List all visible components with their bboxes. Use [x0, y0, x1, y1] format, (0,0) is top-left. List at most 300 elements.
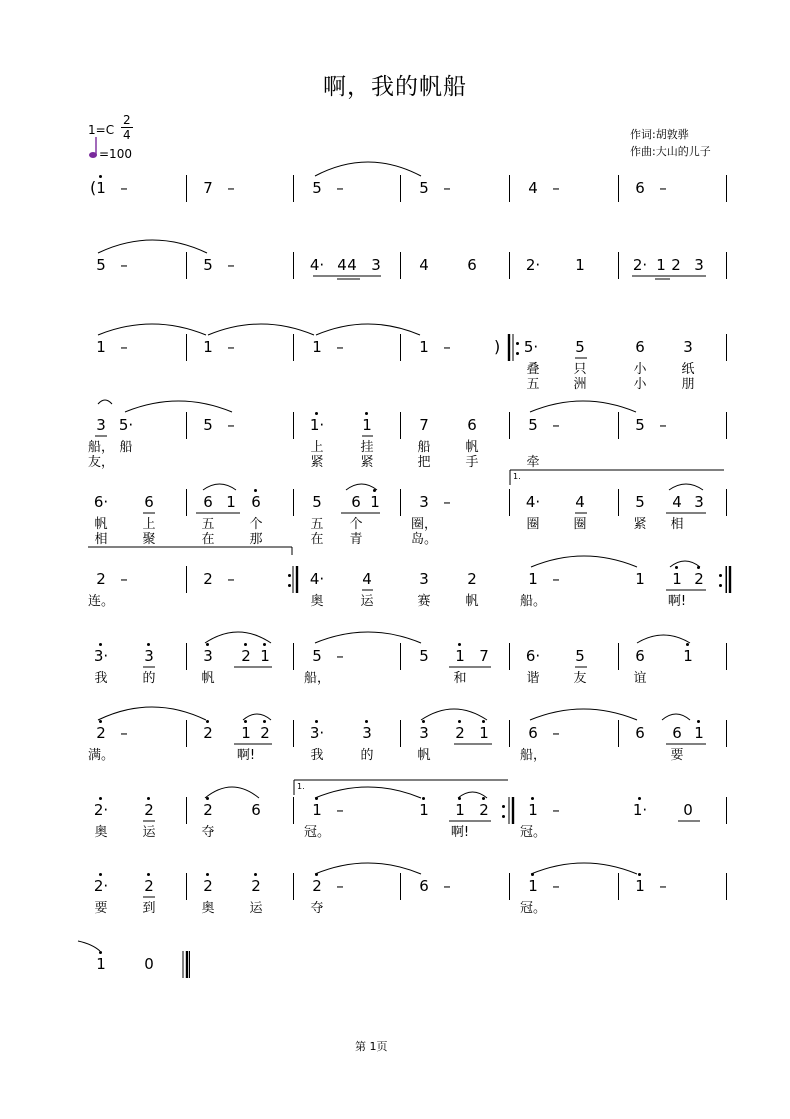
- barline: [186, 797, 187, 824]
- octave-dot: [697, 720, 700, 723]
- slur: [243, 714, 271, 720]
- note: 1: [683, 647, 693, 665]
- lyric-second-verse: 牵: [526, 455, 540, 470]
- note: 4: [528, 179, 538, 197]
- note: –: [552, 416, 560, 434]
- barline: [186, 175, 187, 202]
- note: 5·: [118, 416, 134, 434]
- note: 6·: [525, 647, 541, 665]
- note: –: [659, 179, 667, 197]
- note: 5: [203, 256, 213, 274]
- time-signature-top: 2: [123, 113, 131, 127]
- lyric: 啊!: [450, 825, 470, 840]
- note: –: [227, 256, 235, 274]
- octave-dot: [99, 720, 102, 723]
- barline: [618, 412, 619, 439]
- note: 4: [337, 256, 347, 274]
- note: 2·: [93, 801, 109, 819]
- octave-dot: [147, 873, 150, 876]
- note: 0: [683, 801, 693, 819]
- barline: [618, 873, 619, 900]
- note: –: [336, 801, 344, 819]
- lyric-second-verse: 五: [526, 377, 540, 392]
- note: 3·: [309, 724, 325, 742]
- barline: [509, 252, 510, 279]
- barline: [400, 334, 401, 361]
- octave-dot: [147, 643, 150, 646]
- barline: [726, 566, 727, 593]
- lyric: 圈: [573, 517, 587, 532]
- lyric: 个: [249, 517, 263, 532]
- note: –: [659, 877, 667, 895]
- barline: [293, 797, 294, 824]
- note: 5: [635, 493, 645, 511]
- note: –: [227, 416, 235, 434]
- note: 2: [455, 724, 465, 742]
- lyric: 连。: [87, 594, 115, 609]
- time-signature-line: [121, 127, 133, 128]
- note: 2: [260, 724, 270, 742]
- lyric-second-verse: 紧: [360, 455, 374, 470]
- lyric: 船: [119, 440, 133, 455]
- note: 6: [672, 724, 682, 742]
- barline: [293, 873, 294, 900]
- note: 2: [241, 647, 251, 665]
- slur: [315, 863, 421, 874]
- octave-dot: [99, 951, 102, 954]
- lyric: 谊: [633, 671, 647, 686]
- repeat-dot: [516, 352, 519, 355]
- note: 5: [575, 647, 585, 665]
- lyric: 帆: [465, 594, 479, 609]
- note: 1: [419, 338, 429, 356]
- closing-parenthesis: ): [494, 337, 501, 356]
- barline: [400, 489, 401, 516]
- barline: [726, 720, 727, 747]
- barline: [509, 412, 510, 439]
- note: 1·: [309, 416, 325, 434]
- volta-label: 1.: [297, 782, 305, 791]
- note: 5: [203, 416, 213, 434]
- repeat-dot: [502, 805, 505, 808]
- octave-dot: [315, 412, 318, 415]
- octave-dot: [315, 720, 318, 723]
- octave-dot: [206, 643, 209, 646]
- slur: [203, 484, 236, 490]
- note: 5: [635, 416, 645, 434]
- note: –: [443, 179, 451, 197]
- repeat-dot: [516, 342, 519, 345]
- barline: [400, 720, 401, 747]
- lyric: 啊!: [236, 748, 256, 763]
- octave-dot: [263, 720, 266, 723]
- lyric: 个: [349, 517, 363, 532]
- barline: [618, 643, 619, 670]
- octave-dot: [638, 873, 641, 876]
- lyric: 帆: [465, 440, 479, 455]
- note: 6: [251, 801, 261, 819]
- slur: [205, 787, 259, 798]
- lyric: 我: [94, 671, 108, 686]
- note: 6: [467, 416, 477, 434]
- barline: [400, 252, 401, 279]
- barline: [400, 873, 401, 900]
- note: –: [443, 877, 451, 895]
- note: –: [552, 724, 560, 742]
- note: 2: [479, 801, 489, 819]
- note: –: [120, 570, 128, 588]
- barline: [618, 175, 619, 202]
- barline: [186, 489, 187, 516]
- note: 6: [528, 724, 538, 742]
- octave-dot: [458, 643, 461, 646]
- barline: [186, 873, 187, 900]
- note: 6: [351, 493, 361, 511]
- note: 1: [694, 724, 704, 742]
- octave-dot: [244, 643, 247, 646]
- note: 1: [528, 877, 538, 895]
- note: 3: [694, 256, 704, 274]
- slur: [662, 714, 690, 720]
- lyricist-credit: 作词:胡敦骅: [630, 128, 689, 141]
- note: 3: [419, 570, 429, 588]
- note: 4·: [309, 570, 325, 588]
- note: 3: [419, 724, 429, 742]
- note: 1: [575, 256, 585, 274]
- note: 7: [203, 179, 213, 197]
- note: 3: [144, 647, 154, 665]
- slur: [637, 635, 690, 643]
- slur: [315, 787, 421, 798]
- note: –: [227, 570, 235, 588]
- barline: [726, 489, 727, 516]
- note: 7: [479, 647, 489, 665]
- lyric-second-verse: 在: [201, 532, 215, 547]
- lyric: 船，: [303, 671, 331, 686]
- lyric: 帆: [94, 517, 108, 532]
- octave-dot: [254, 489, 257, 492]
- note: 5: [528, 416, 538, 434]
- lyric: 赛: [417, 594, 431, 609]
- note: 1: [635, 877, 645, 895]
- barline: [293, 643, 294, 670]
- lyric-second-verse: 手: [465, 455, 479, 470]
- note: –: [336, 647, 344, 665]
- repeat-dot: [502, 815, 505, 818]
- lyric: 奥: [310, 594, 324, 609]
- barline: [293, 175, 294, 202]
- composer-credit: 作曲:大山的儿子: [630, 145, 711, 158]
- slur: [531, 863, 637, 874]
- note: 5: [419, 647, 429, 665]
- lyric: 帆: [417, 748, 431, 763]
- note: –: [552, 570, 560, 588]
- barline: [726, 252, 727, 279]
- note: 4: [575, 493, 585, 511]
- barline: [618, 252, 619, 279]
- octave-dot: [206, 797, 209, 800]
- opening-parenthesis: (: [90, 178, 97, 197]
- lyric: 纸: [681, 362, 695, 377]
- note: 6: [419, 877, 429, 895]
- lyric: 到: [142, 901, 156, 916]
- barline: [726, 873, 727, 900]
- lyric-second-verse: 朋: [681, 377, 695, 392]
- note: 5: [575, 338, 585, 356]
- note: 1: [455, 801, 465, 819]
- lyric: 船: [417, 440, 431, 455]
- note: 4: [419, 256, 429, 274]
- note: 6: [635, 338, 645, 356]
- note: 3·: [93, 647, 109, 665]
- slur: [98, 240, 207, 253]
- lyric: 要: [94, 901, 108, 916]
- octave-dot: [531, 797, 534, 800]
- barline: [293, 720, 294, 747]
- note: 3: [419, 493, 429, 511]
- note: –: [336, 877, 344, 895]
- lyric-second-verse: 小: [633, 377, 647, 392]
- octave-dot: [531, 873, 534, 876]
- barline: [509, 873, 510, 900]
- barline: [293, 252, 294, 279]
- lyric: 紧: [633, 517, 647, 532]
- note: 4: [362, 570, 372, 588]
- lyric: 运: [360, 594, 374, 609]
- note: 0: [144, 955, 154, 973]
- note: 5: [419, 179, 429, 197]
- barline: [186, 951, 187, 978]
- lyric: 只: [573, 362, 587, 377]
- note: 2·: [93, 877, 109, 895]
- barline: [509, 643, 510, 670]
- note: –: [120, 256, 128, 274]
- barline: [189, 951, 190, 978]
- octave-dot: [99, 873, 102, 876]
- note: 6: [144, 493, 154, 511]
- note: 1: [96, 179, 106, 197]
- octave-dot: [99, 175, 102, 178]
- note: 1: [528, 570, 538, 588]
- note: 2: [694, 570, 704, 588]
- slur: [530, 401, 636, 412]
- lyric: 友: [573, 671, 587, 686]
- octave-dot: [206, 720, 209, 723]
- octave-dot: [482, 797, 485, 800]
- lyric: 要: [670, 748, 684, 763]
- barline: [726, 643, 727, 670]
- note: 4·: [525, 493, 541, 511]
- note: 5: [312, 179, 322, 197]
- barline: [186, 643, 187, 670]
- note: 5·: [523, 338, 539, 356]
- lyric-second-verse: 相: [94, 532, 108, 547]
- lyric: 冠。: [519, 825, 547, 840]
- barline: [509, 489, 510, 516]
- lyric: 啊!: [667, 594, 687, 609]
- note: 2·: [525, 256, 541, 274]
- barline: [186, 720, 187, 747]
- lyric: 冠。: [303, 825, 331, 840]
- note: 6: [467, 256, 477, 274]
- lyric: 夺: [310, 901, 324, 916]
- note: 5: [96, 256, 106, 274]
- barline: [186, 566, 187, 593]
- slur: [530, 709, 637, 720]
- barline: [726, 175, 727, 202]
- lyric: 叠: [526, 362, 540, 377]
- note: 1: [241, 724, 251, 742]
- octave-dot: [458, 720, 461, 723]
- note: 4: [672, 493, 682, 511]
- note: 1: [362, 416, 372, 434]
- octave-dot: [675, 566, 678, 569]
- key-signature: 1=C: [88, 123, 115, 137]
- note: 6: [251, 493, 261, 511]
- octave-dot: [99, 643, 102, 646]
- slur: [315, 632, 421, 643]
- note: 1: [96, 955, 106, 973]
- slur: [315, 162, 421, 176]
- octave-dot: [254, 873, 257, 876]
- lyric: 帆: [201, 671, 215, 686]
- note: 1: [370, 493, 380, 511]
- note: 2: [203, 877, 213, 895]
- note: 2: [96, 724, 106, 742]
- slur: [669, 484, 703, 490]
- lyric: 的: [142, 671, 156, 686]
- lyric: 圈: [526, 517, 540, 532]
- note: –: [120, 724, 128, 742]
- slur: [98, 400, 112, 404]
- lyric: 谐: [526, 671, 540, 686]
- octave-dot: [365, 412, 368, 415]
- lyric: 的: [360, 748, 374, 763]
- lyric: 运: [142, 825, 156, 840]
- note: –: [336, 179, 344, 197]
- repeat-dot: [719, 584, 722, 587]
- lyric: 小: [633, 362, 647, 377]
- note: 3: [203, 647, 213, 665]
- octave-dot: [244, 720, 247, 723]
- note: –: [443, 493, 451, 511]
- octave-dot: [263, 643, 266, 646]
- barline: [186, 334, 187, 361]
- lyric: 奥: [94, 825, 108, 840]
- slur: [98, 707, 206, 720]
- octave-dot: [315, 873, 318, 876]
- slur: [125, 401, 232, 412]
- barline: [726, 334, 727, 361]
- note: –: [120, 179, 128, 197]
- note: –: [443, 338, 451, 356]
- lyric: 奥: [201, 901, 215, 916]
- note: 1: [260, 647, 270, 665]
- note: 1: [226, 493, 236, 511]
- octave-dot: [99, 797, 102, 800]
- barline: [293, 489, 294, 516]
- slur: [98, 324, 206, 335]
- note: –: [336, 338, 344, 356]
- slur: [78, 941, 100, 951]
- barline: [293, 334, 294, 361]
- note: 1: [635, 570, 645, 588]
- barline: [186, 412, 187, 439]
- note: –: [227, 179, 235, 197]
- note: 6: [635, 724, 645, 742]
- octave-dot: [482, 720, 485, 723]
- note: 3: [683, 338, 693, 356]
- octave-dot: [638, 797, 641, 800]
- lyric: 五: [201, 517, 215, 532]
- note: 1: [528, 801, 538, 819]
- repeat-dot: [288, 584, 291, 587]
- octave-dot: [686, 643, 689, 646]
- barline: [293, 412, 294, 439]
- lyric: 冠。: [519, 901, 547, 916]
- lyric-second-verse: 岛。: [410, 532, 438, 547]
- tempo-marking: =100: [99, 147, 132, 161]
- octave-dot: [422, 797, 425, 800]
- octave-dot: [422, 720, 425, 723]
- note: 2: [203, 724, 213, 742]
- lyric: 船。: [519, 594, 547, 609]
- lyric: 上: [142, 517, 156, 532]
- note: –: [227, 338, 235, 356]
- note: 7: [419, 416, 429, 434]
- note: 1: [312, 338, 322, 356]
- note: 2: [96, 570, 106, 588]
- lyric: 相: [670, 517, 684, 532]
- barline: [726, 412, 727, 439]
- lyric-second-verse: 在: [310, 532, 324, 547]
- note: 2: [671, 256, 681, 274]
- note: –: [659, 416, 667, 434]
- repeat-dot: [288, 574, 291, 577]
- note: 1: [419, 801, 429, 819]
- note: –: [120, 338, 128, 356]
- note: 4·: [309, 256, 325, 274]
- lyric: 船，: [87, 440, 115, 455]
- note: 2: [312, 877, 322, 895]
- octave-dot: [697, 566, 700, 569]
- note: 2: [203, 801, 213, 819]
- barline: [509, 175, 510, 202]
- barline: [400, 412, 401, 439]
- lyric-second-verse: 紧: [310, 455, 324, 470]
- lyric-second-verse: 友，: [87, 455, 115, 470]
- page-number: 第 1页: [355, 1040, 388, 1053]
- note: 6: [635, 647, 645, 665]
- note: 2: [144, 801, 154, 819]
- note: 4: [347, 256, 357, 274]
- barline: [186, 252, 187, 279]
- lyric: 运: [249, 901, 263, 916]
- lyric-second-verse: 青: [349, 532, 363, 547]
- slur: [531, 556, 637, 567]
- lyric: 夺: [201, 825, 215, 840]
- note: 1: [96, 338, 106, 356]
- barline: [618, 489, 619, 516]
- octave-dot: [373, 489, 376, 492]
- slur: [421, 709, 487, 720]
- slur: [316, 324, 420, 335]
- lyric-second-verse: 聚: [142, 532, 156, 547]
- note: –: [552, 877, 560, 895]
- note: 5: [312, 647, 322, 665]
- note: 2: [203, 570, 213, 588]
- repeat-dot: [719, 574, 722, 577]
